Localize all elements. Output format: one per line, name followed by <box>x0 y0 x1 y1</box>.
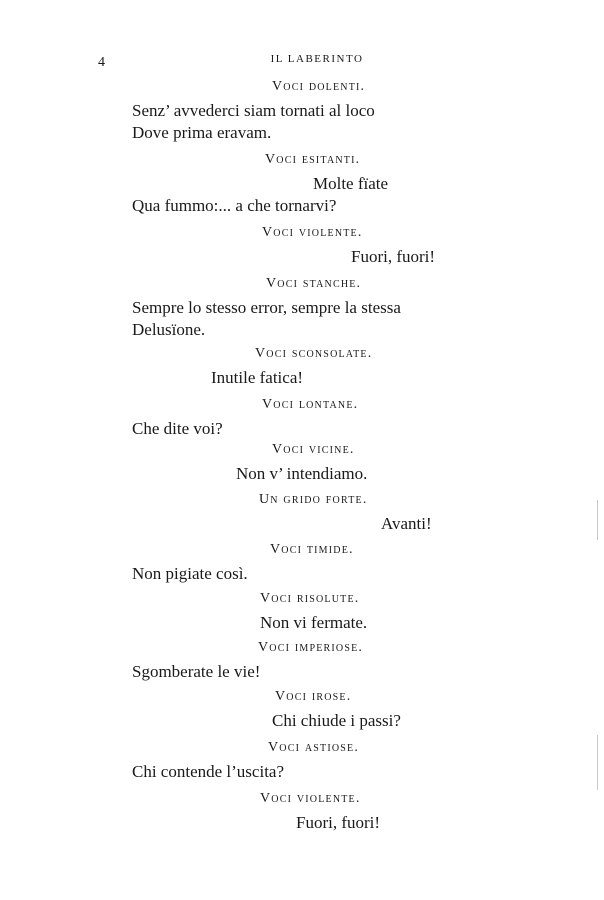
verse-line: Che dite voi? <box>132 419 223 438</box>
verse-line: Senz’ avvederci siam tornati al loco <box>132 101 375 120</box>
verse-line: Dove prima eravam. <box>132 123 272 142</box>
page-number: 4 <box>98 55 105 70</box>
speaker-voci-violente: Voci violente. <box>260 791 361 806</box>
speaker-voci-stanche: Voci stanche. <box>266 276 362 291</box>
verse-line: Fuori, fuori! <box>296 813 381 832</box>
verse-line: Chi chiude i passi? <box>272 711 401 730</box>
verse-line: Fuori, fuori! <box>351 247 436 266</box>
speaker-voci-timide: Voci timide. <box>270 542 354 557</box>
verse-line: Avanti! <box>381 514 432 533</box>
verse-line: Sgomberate le vie! <box>132 662 261 681</box>
speaker-voci-astiose: Voci astiose. <box>268 740 360 755</box>
speaker-voci-sconsolate: Voci sconsolate. <box>255 346 373 361</box>
verse-line: Qua fummo:... a che tornarvi? <box>132 196 337 215</box>
speaker-voci-esitanti: Voci esitanti. <box>265 152 361 167</box>
page-edge-mark <box>597 735 598 790</box>
page-edge-mark <box>597 500 598 540</box>
verse-line: Non vi fermate. <box>260 613 368 632</box>
verse-line: Sempre lo stesso error, sempre la stessa <box>132 298 401 317</box>
verse-line: Inutile fatica! <box>211 368 304 387</box>
verse-line: Delusïone. <box>132 320 206 339</box>
verse-line: Non v’ intendiamo. <box>236 464 368 483</box>
speaker-voci-risolute: Voci risolute. <box>260 591 360 606</box>
verse-line: Molte fïate <box>313 174 389 193</box>
speaker-voci-lontane: Voci lontane. <box>262 397 359 412</box>
speaker-voci-imperiose: Voci imperiose. <box>258 640 364 655</box>
speaker-voci-dolenti: Voci dolenti. <box>272 79 366 94</box>
speaker-un-grido-forte: Un grido forte. <box>259 492 368 507</box>
speaker-voci-irose: Voci irose. <box>275 689 352 704</box>
speaker-voci-violente: Voci violente. <box>262 225 363 240</box>
speaker-voci-vicine: Voci vicine. <box>272 442 355 457</box>
verse-line: Chi contende l’uscita? <box>132 762 285 781</box>
running-title: IL LABERINTO <box>270 53 364 65</box>
verse-line: Non pigiate così. <box>132 564 248 583</box>
